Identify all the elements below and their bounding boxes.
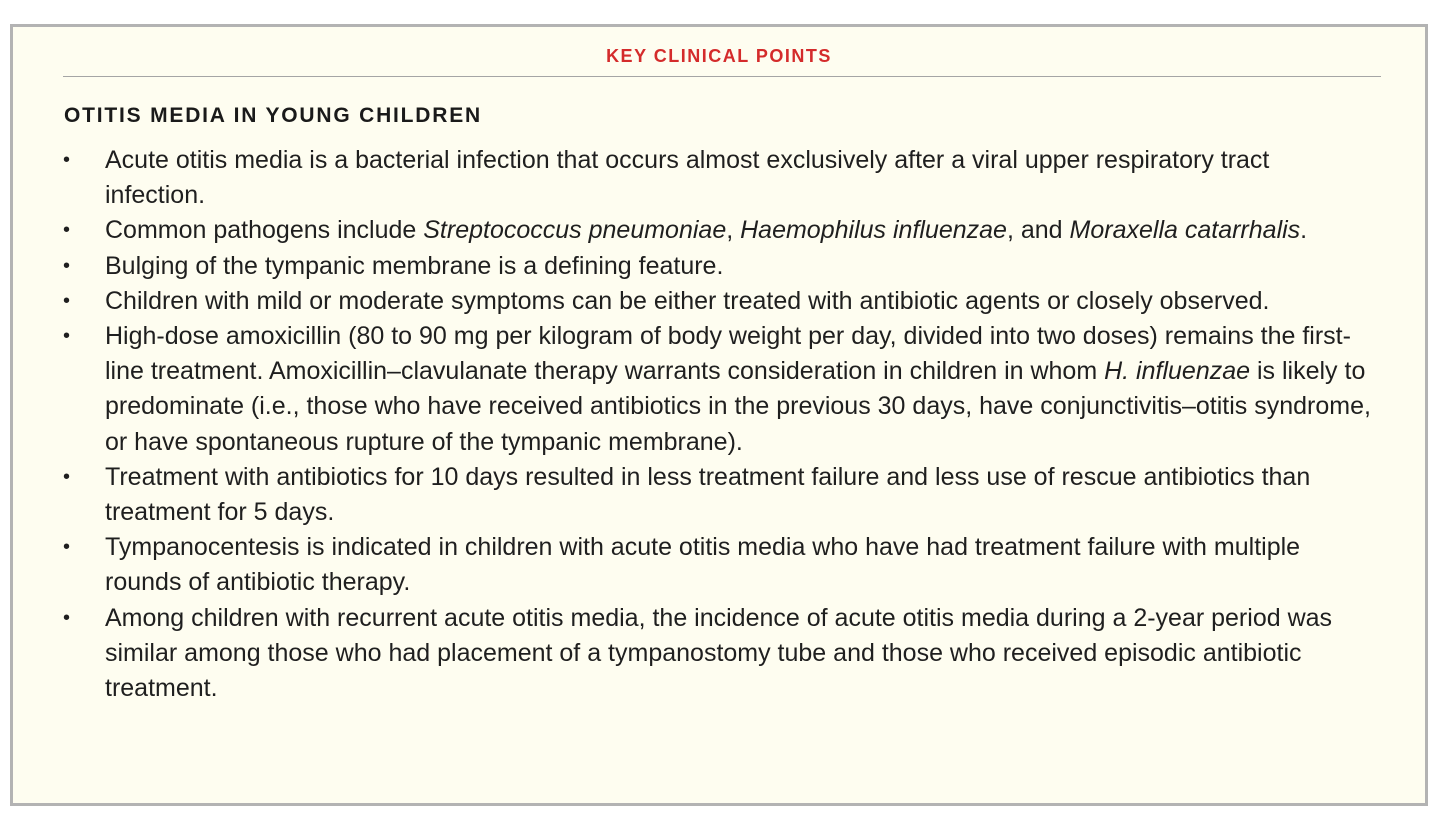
point-text: Acute otitis media is a bacterial infection that occurs almost exclusively after a viral upper respiratory tract infection.: [105, 146, 1270, 210]
bullet-icon: •: [63, 606, 71, 629]
bullet-icon: •: [63, 149, 71, 171]
point-text: Bulging of the tympanic membrane is a defining feature.: [105, 251, 724, 280]
key-point-item: [63, 319, 1373, 460]
bullet-icon: •: [63, 219, 71, 242]
bullet-icon: •: [63, 536, 71, 559]
italic-term: Moraxella catarrhalis: [1069, 216, 1301, 245]
box-kicker: KEY CLINICAL POINTS: [606, 46, 832, 66]
italic-term: Haemophilus influenzae: [740, 216, 1007, 245]
point-text: ,: [726, 216, 741, 245]
header-divider: [63, 76, 1381, 77]
bullet-icon: •: [63, 465, 71, 488]
key-point-item: [63, 284, 1373, 319]
point-text: Among children with recurrent acute otitis media, the incidence of acute otitis media during a 2-year period was similar among those who had placement of a tympanostomy tube and those who received episodic antibiotic treatment.: [105, 603, 1333, 703]
italic-term: H. influenzae: [1104, 357, 1251, 386]
point-text: High-dose amoxicillin (80 to 90 mg per kilogram of body weight per day, divided into two doses) remains the first-line treatment. Amoxicillin–clavulanate therapy warrants consideration in children in whom: [105, 322, 1351, 386]
point-text: Children with mild or moderate symptoms can be either treated with antibiotic agents or closely observed.: [105, 286, 1270, 315]
key-point-item: [63, 530, 1373, 600]
bullet-icon: •: [63, 325, 71, 348]
box-title: OTITIS MEDIA IN YOUNG CHILDREN: [64, 104, 483, 127]
italic-term: Streptococcus pneumoniae: [423, 216, 727, 245]
key-point-item: [63, 143, 1373, 213]
bullet-icon: •: [63, 289, 71, 312]
point-text: Common pathogens include: [105, 216, 424, 245]
point-text: .: [1300, 216, 1308, 245]
point-text: , and: [1006, 216, 1070, 245]
key-point-item: [63, 213, 1373, 248]
key-point-item: [63, 601, 1373, 707]
key-point-item: [63, 249, 1373, 284]
key-point-item: [63, 460, 1373, 530]
key-points-list: [63, 143, 1373, 706]
bullet-icon: •: [63, 254, 71, 277]
point-text: is likely to predominate (i.e., those who have received antibiotics in the previous 30 days, have conjunctivitis–otitis syndrome, or have spontaneous rupture of the tympanic membrane).: [105, 357, 1371, 456]
key-clinical-points-box: [10, 24, 1428, 806]
point-text: Treatment with antibiotics for 10 days resulted in less treatment failure and less use of rescue antibiotics than treatment for 5 days.: [105, 462, 1311, 527]
point-text: Tympanocentesis is indicated in children with acute otitis media who have had treatment failure with multiple rounds of antibiotic therapy.: [105, 533, 1301, 597]
